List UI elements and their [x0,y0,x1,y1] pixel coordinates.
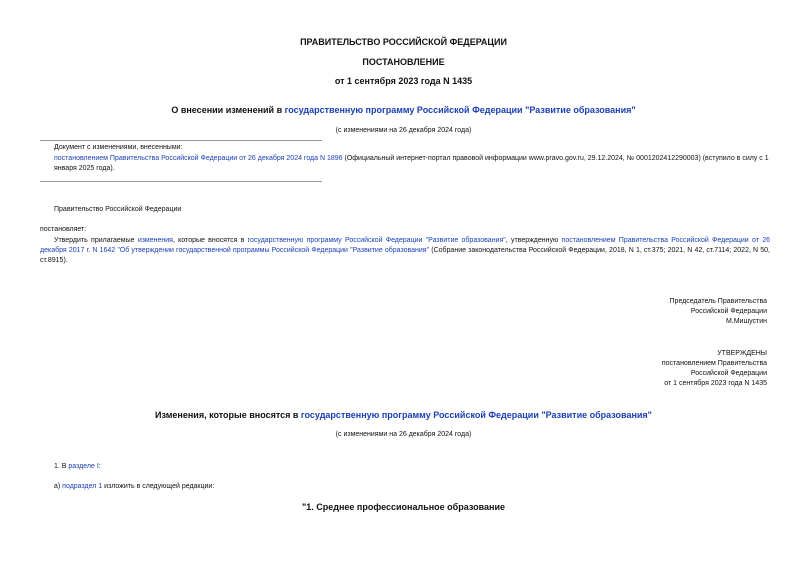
decides-line: постановляет: [40,226,87,233]
item-a-suffix: изложить в следующей редакции: [102,483,215,490]
approved-by: постановлением Правительства [661,360,767,367]
changes-title-prefix: Изменения, которые вносятся в [155,410,301,420]
changes-box [54,143,774,174]
approved-date: от 1 сентября 2023 года N 1435 [664,380,767,387]
signature-title: Председатель Правительства [669,298,767,305]
section-heading: "1. Среднее профессиональное образование [302,502,505,512]
box-top-rule [40,140,322,141]
changes-source: (Официальный интернет-портал правовой информации www.pravo.gov.ru, 29.12.2024, № 0001202412290003) (вступило в силу с 1 января 2025 года). [54,155,769,172]
changes-title-link[interactable]: государственную программу Российской Федерации "Развитие образования" [300,410,652,420]
program-link-body[interactable]: государственную программу Российской Федерации "Развитие образования" [247,237,506,244]
signature-block [670,297,767,327]
signature-country: Российской Федерации [690,308,767,315]
document-date-number: от 1 сентября 2023 года N 1435 [334,76,473,86]
changes-text [54,154,774,174]
p1-text-d: (Собрание законодательства Российской Федерации, 2018, N 1, ст.375; 2021, N 42, ст.7114; 2022, N 50, ст.8915). [40,247,771,264]
item-1-prefix: 1. В [54,463,69,470]
item-a-prefix: а) [54,483,63,490]
signature-name: М.Мишустин [725,318,767,325]
government-line: Правительство Российской Федерации [54,206,182,213]
government-heading: ПРАВИТЕЛЬСТВО РОССИЙСКОЙ ФЕДЕРАЦИИ [300,37,507,47]
resolution-paragraph [40,236,770,266]
title-prefix: О внесении изменений в [171,105,285,115]
approved-country: Российской Федерации [690,370,767,377]
section-i-link[interactable]: разделе I [68,463,99,470]
program-link[interactable]: государственную программу Российской Федерации "Развитие образования" [284,105,636,115]
document-title [0,105,807,116]
item-1 [54,462,101,472]
p1-text-a: Утвердить прилагаемые [54,237,138,244]
changes-title [0,410,807,421]
document-type: ПОСТАНОВЛЕНИЕ [362,57,445,67]
amendment-note: (с изменениями на 26 декабря 2024 года) [335,127,472,134]
decree-1642-link[interactable]: постановлением Правительства Российской Федерации от 26 декабря 2017 г. N 1642 "Об утверждении государственной программы Российской Федерации "Развитие образования" [40,237,770,254]
changes-heading: Документ с изменениями, внесенными: [54,144,183,151]
p1-text-b: , которые вносятся в [172,237,248,244]
approval-block [662,349,767,389]
approved-heading: УТВЕРЖДЕНЫ [717,350,767,357]
item-a [54,482,214,492]
amending-decree-link[interactable]: постановлением Правительства Российской Федерации от 26 декабря 2024 года N 1896 [54,155,343,162]
amendment-note-2: (с изменениями на 26 декабря 2024 года) [335,431,472,438]
subsection-1-link[interactable]: подраздел 1 [62,483,103,490]
box-bottom-rule [40,181,322,182]
changes-link[interactable]: изменения [137,237,173,244]
item-1-suffix: : [98,463,101,470]
p1-text-c: , утвержденную [505,237,562,244]
